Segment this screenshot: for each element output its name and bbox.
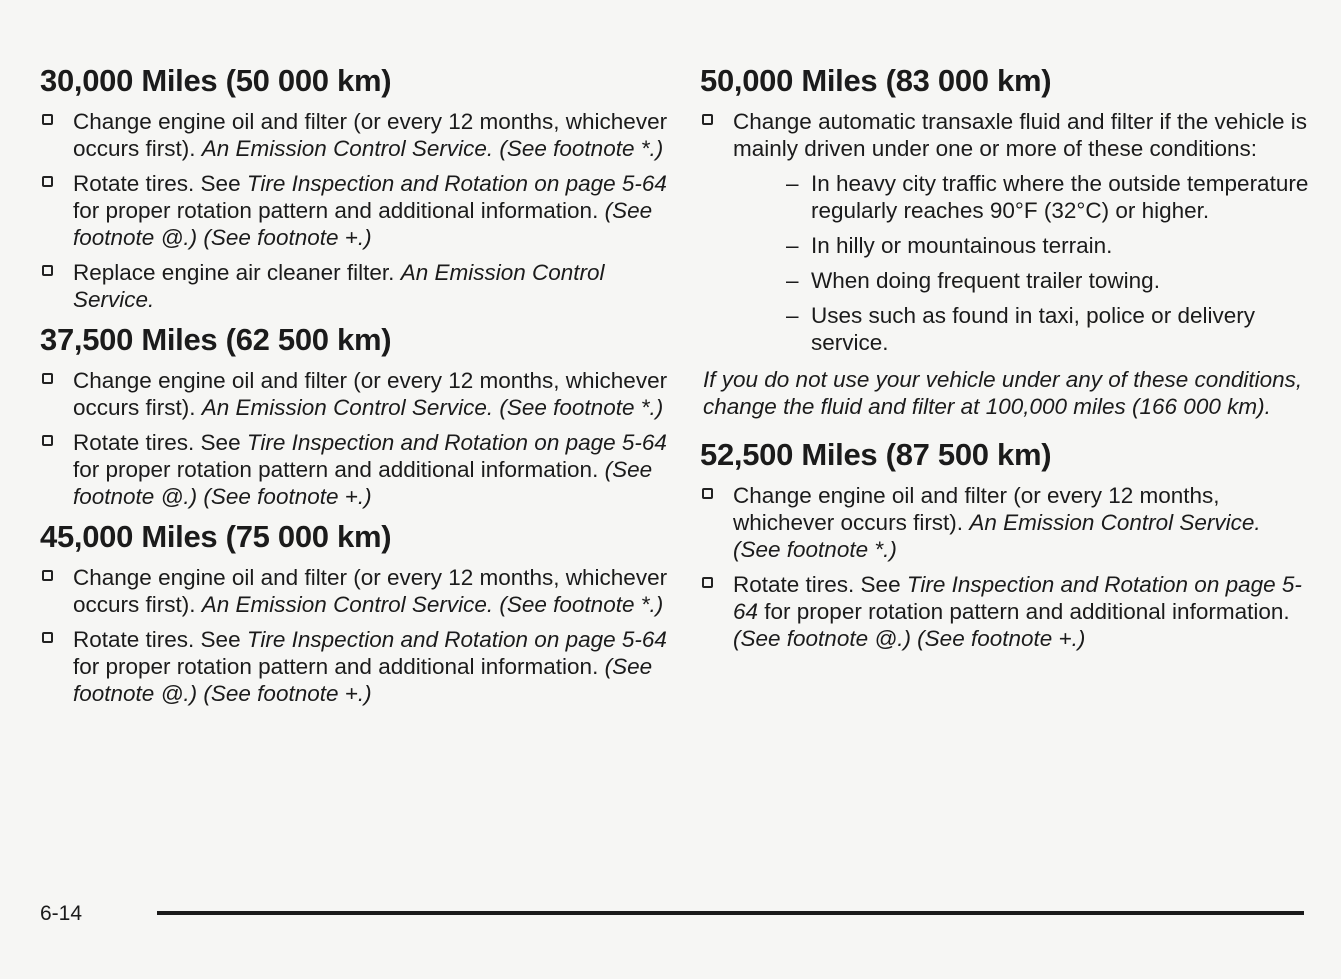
section-heading: 50,000 Miles (83 000 km) <box>700 63 1052 98</box>
condition-text: When doing frequent trailer towing. <box>811 268 1160 293</box>
condition-item <box>778 232 1310 259</box>
item-text-italic: (See footnote @.) (See footnote +.) <box>733 626 1086 651</box>
fluid-change-note: If you do not use your vehicle under any of these conditions, change the fluid and filter at 100,000 miles (166 000 km). <box>703 367 1303 419</box>
condition-item <box>778 267 1310 294</box>
item-text: Rotate tires. See <box>733 572 907 597</box>
section-heading: 37,500 Miles (62 500 km) <box>40 322 392 357</box>
checkbox-icon <box>42 632 53 643</box>
section-52500-miles <box>700 436 1310 652</box>
item-text: Rotate tires. See <box>73 171 247 196</box>
checkbox-icon <box>702 488 713 499</box>
checkbox-icon <box>42 570 53 581</box>
page-number: 6-14 <box>40 902 83 925</box>
checkbox-icon <box>42 265 53 276</box>
item-text-italic: (See footnote @.) (See footnote +.) <box>73 457 653 509</box>
condition-text: Uses such as found in taxi, police or delivery service. <box>811 303 1255 355</box>
checklist-item <box>40 259 670 313</box>
condition-text: In hilly or mountainous terrain. <box>811 233 1113 258</box>
left-column <box>40 62 670 715</box>
checkbox-icon <box>42 176 53 187</box>
checklist-item <box>700 571 1310 652</box>
item-text: for proper rotation pattern and additional information. <box>73 457 605 482</box>
item-text-italic: (See footnote @.) (See footnote +.) <box>73 198 653 250</box>
checklist-item <box>40 564 670 618</box>
dash-marker: – <box>786 268 799 293</box>
conditions-list <box>778 170 1310 356</box>
condition-item <box>778 302 1310 356</box>
dash-marker: – <box>786 303 799 328</box>
checklist-item <box>40 626 670 707</box>
condition-text: In heavy city traffic where the outside temperature regularly reaches 90°F (32°C) or higher. <box>811 171 1309 223</box>
item-text-italic: An Emission Control Service. (See footnote *.) <box>201 395 664 420</box>
item-text-italic: (See footnote @.) (See footnote +.) <box>73 654 653 706</box>
item-text-italic: Tire Inspection and Rotation on page 5-64 <box>246 430 667 455</box>
maintenance-section <box>40 62 670 313</box>
item-text: Change engine oil and filter (or every 12 months, whichever occurs first). <box>733 483 1220 535</box>
dash-marker: – <box>786 233 799 258</box>
item-text-italic: An Emission Control Service. <box>73 260 605 312</box>
checklist-item <box>40 367 670 421</box>
checklist-item <box>40 170 670 251</box>
maintenance-section <box>40 518 670 707</box>
item-text-italic: An Emission Control Service. (See footnote *.) <box>201 136 664 161</box>
item-text: for proper rotation pattern and additional information. <box>73 654 605 679</box>
checkbox-icon <box>42 435 53 446</box>
item-text-italic: Tire Inspection and Rotation on page 5-64 <box>246 171 667 196</box>
item-text: Rotate tires. See <box>73 627 247 652</box>
item-text-italic: Tire Inspection and Rotation on page 5-64 <box>246 627 667 652</box>
section-heading: 30,000 Miles (50 000 km) <box>40 63 392 98</box>
dash-marker: – <box>786 171 799 196</box>
checkbox-icon <box>42 114 53 125</box>
item-text: for proper rotation pattern and additional information. <box>758 599 1290 624</box>
item-text-italic: An Emission Control Service. (See footnote *.) <box>733 510 1261 562</box>
checkbox-icon <box>702 114 713 125</box>
checkbox-icon <box>42 373 53 384</box>
item-text: Change engine oil and filter (or every 12 months, whichever occurs first). <box>73 368 668 420</box>
item-text: for proper rotation pattern and additional information. <box>73 198 605 223</box>
item-text: Replace engine air cleaner filter. <box>73 260 401 285</box>
footer-rule <box>157 911 1304 915</box>
checklist-item <box>700 482 1310 563</box>
right-column <box>700 62 1310 660</box>
section-50000-miles <box>700 62 1310 420</box>
item-text: Change engine oil and filter (or every 12 months, whichever occurs first). <box>73 565 668 617</box>
item-text-italic: Tire Inspection and Rotation on page 5-64 <box>733 572 1302 624</box>
checklist-item <box>40 108 670 162</box>
maintenance-section <box>40 321 670 510</box>
item-text: Rotate tires. See <box>73 430 247 455</box>
checklist-item <box>40 429 670 510</box>
checklist-item <box>700 108 1310 162</box>
checkbox-icon <box>702 577 713 588</box>
item-text: Change engine oil and filter (or every 12 months, whichever occurs first). <box>73 109 668 161</box>
item-text: Change automatic transaxle fluid and filter if the vehicle is mainly driven under one or more of these conditions: <box>733 109 1308 161</box>
condition-item <box>778 170 1310 224</box>
item-text-italic: An Emission Control Service. (See footnote *.) <box>201 592 664 617</box>
section-heading: 52,500 Miles (87 500 km) <box>700 437 1052 472</box>
section-heading: 45,000 Miles (75 000 km) <box>40 519 392 554</box>
